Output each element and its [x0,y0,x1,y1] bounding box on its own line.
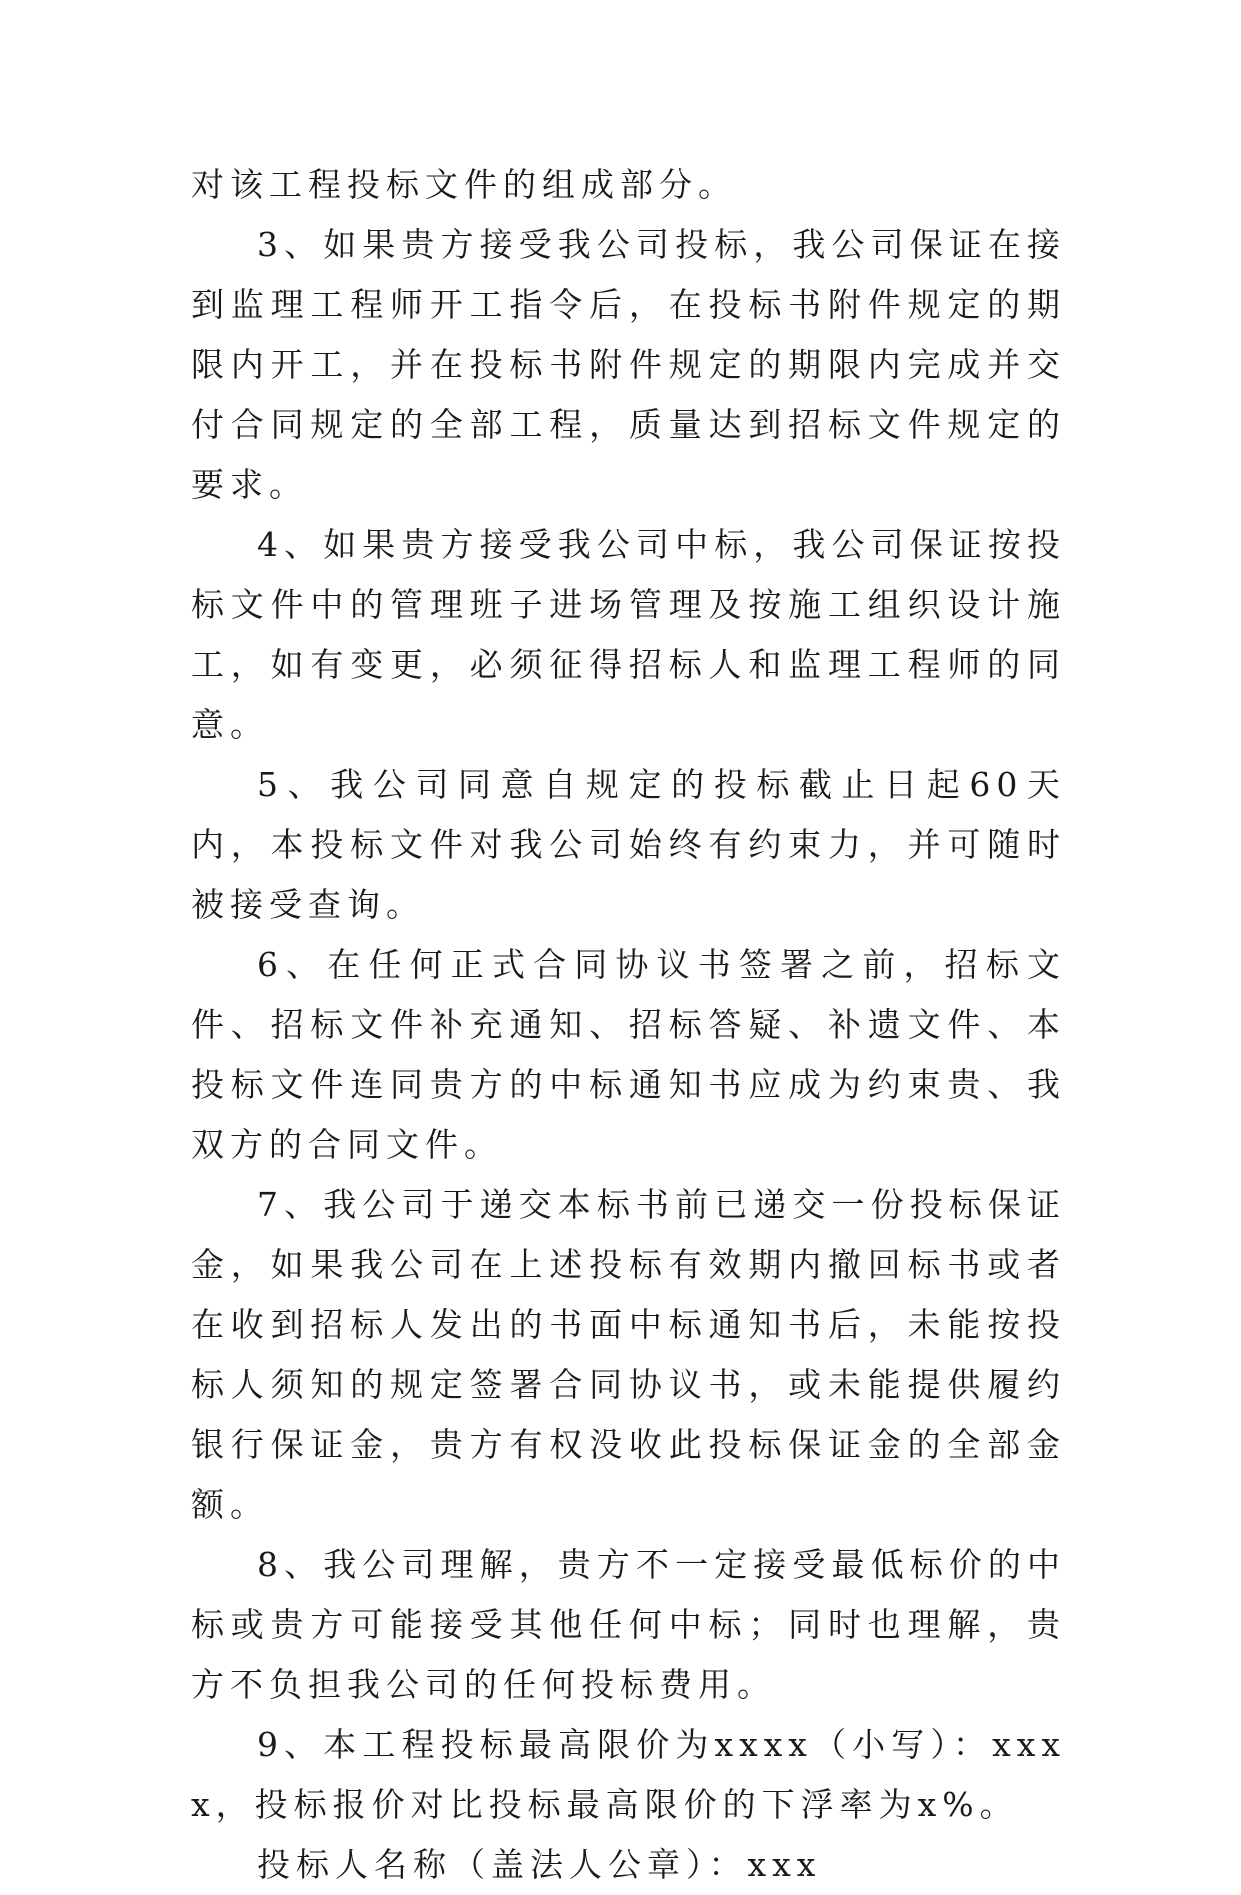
bidder-name-line: 投标人名称（盖法人公章）：xxx [257,1845,822,1884]
paragraph-continuation: 对该工程投标文件的组成部分。 [191,165,737,204]
paragraph-item-3: 3、如果贵方接受我公司投标，我公司保证在接到监理工程师开工指令后，在投标书附件规定的期限内开工，并在投标书附件规定的期限内完成并交付合同规定的全部工程，质量达到招标文件规定的要求。 [191,225,1066,504]
paragraph-item-9: 9、本工程投标最高限价为xxxx（小写）：xxxx，投标报价对比投标最高限价的下浮率为x%。 [191,1725,1066,1824]
paragraph-item-4: 4、如果贵方接受我公司中标，我公司保证按投标文件中的管理班子进场管理及按施工组织设计施工，如有变更，必须征得招标人和监理工程师的同意。 [191,525,1066,744]
document-body [191,155,1066,1895]
paragraph-item-6: 6、在任何正式合同协议书签署之前，招标文件、招标文件补充通知、招标答疑、补遗文件、本投标文件连同贵方的中标通知书应成为约束贵、我双方的合同文件。 [191,945,1066,1164]
paragraph-item-7: 7、我公司于递交本标书前已递交一份投标保证金，如果我公司在上述投标有效期内撤回标书或者在收到招标人发出的书面中标通知书后，未能按投标人须知的规定签署合同协议书，或未能提供履约银行保证金，贵方有权没收此投标保证金的全部金额。 [191,1185,1066,1524]
paragraph-item-5: 5、我公司同意自规定的投标截止日起60天内，本投标文件对我公司始终有约束力，并可随时被接受查询。 [191,765,1066,924]
paragraph-item-8: 8、我公司理解，贵方不一定接受最低标价的中标或贵方可能接受其他任何中标；同时也理解，贵方不负担我公司的任何投标费用。 [191,1545,1066,1704]
